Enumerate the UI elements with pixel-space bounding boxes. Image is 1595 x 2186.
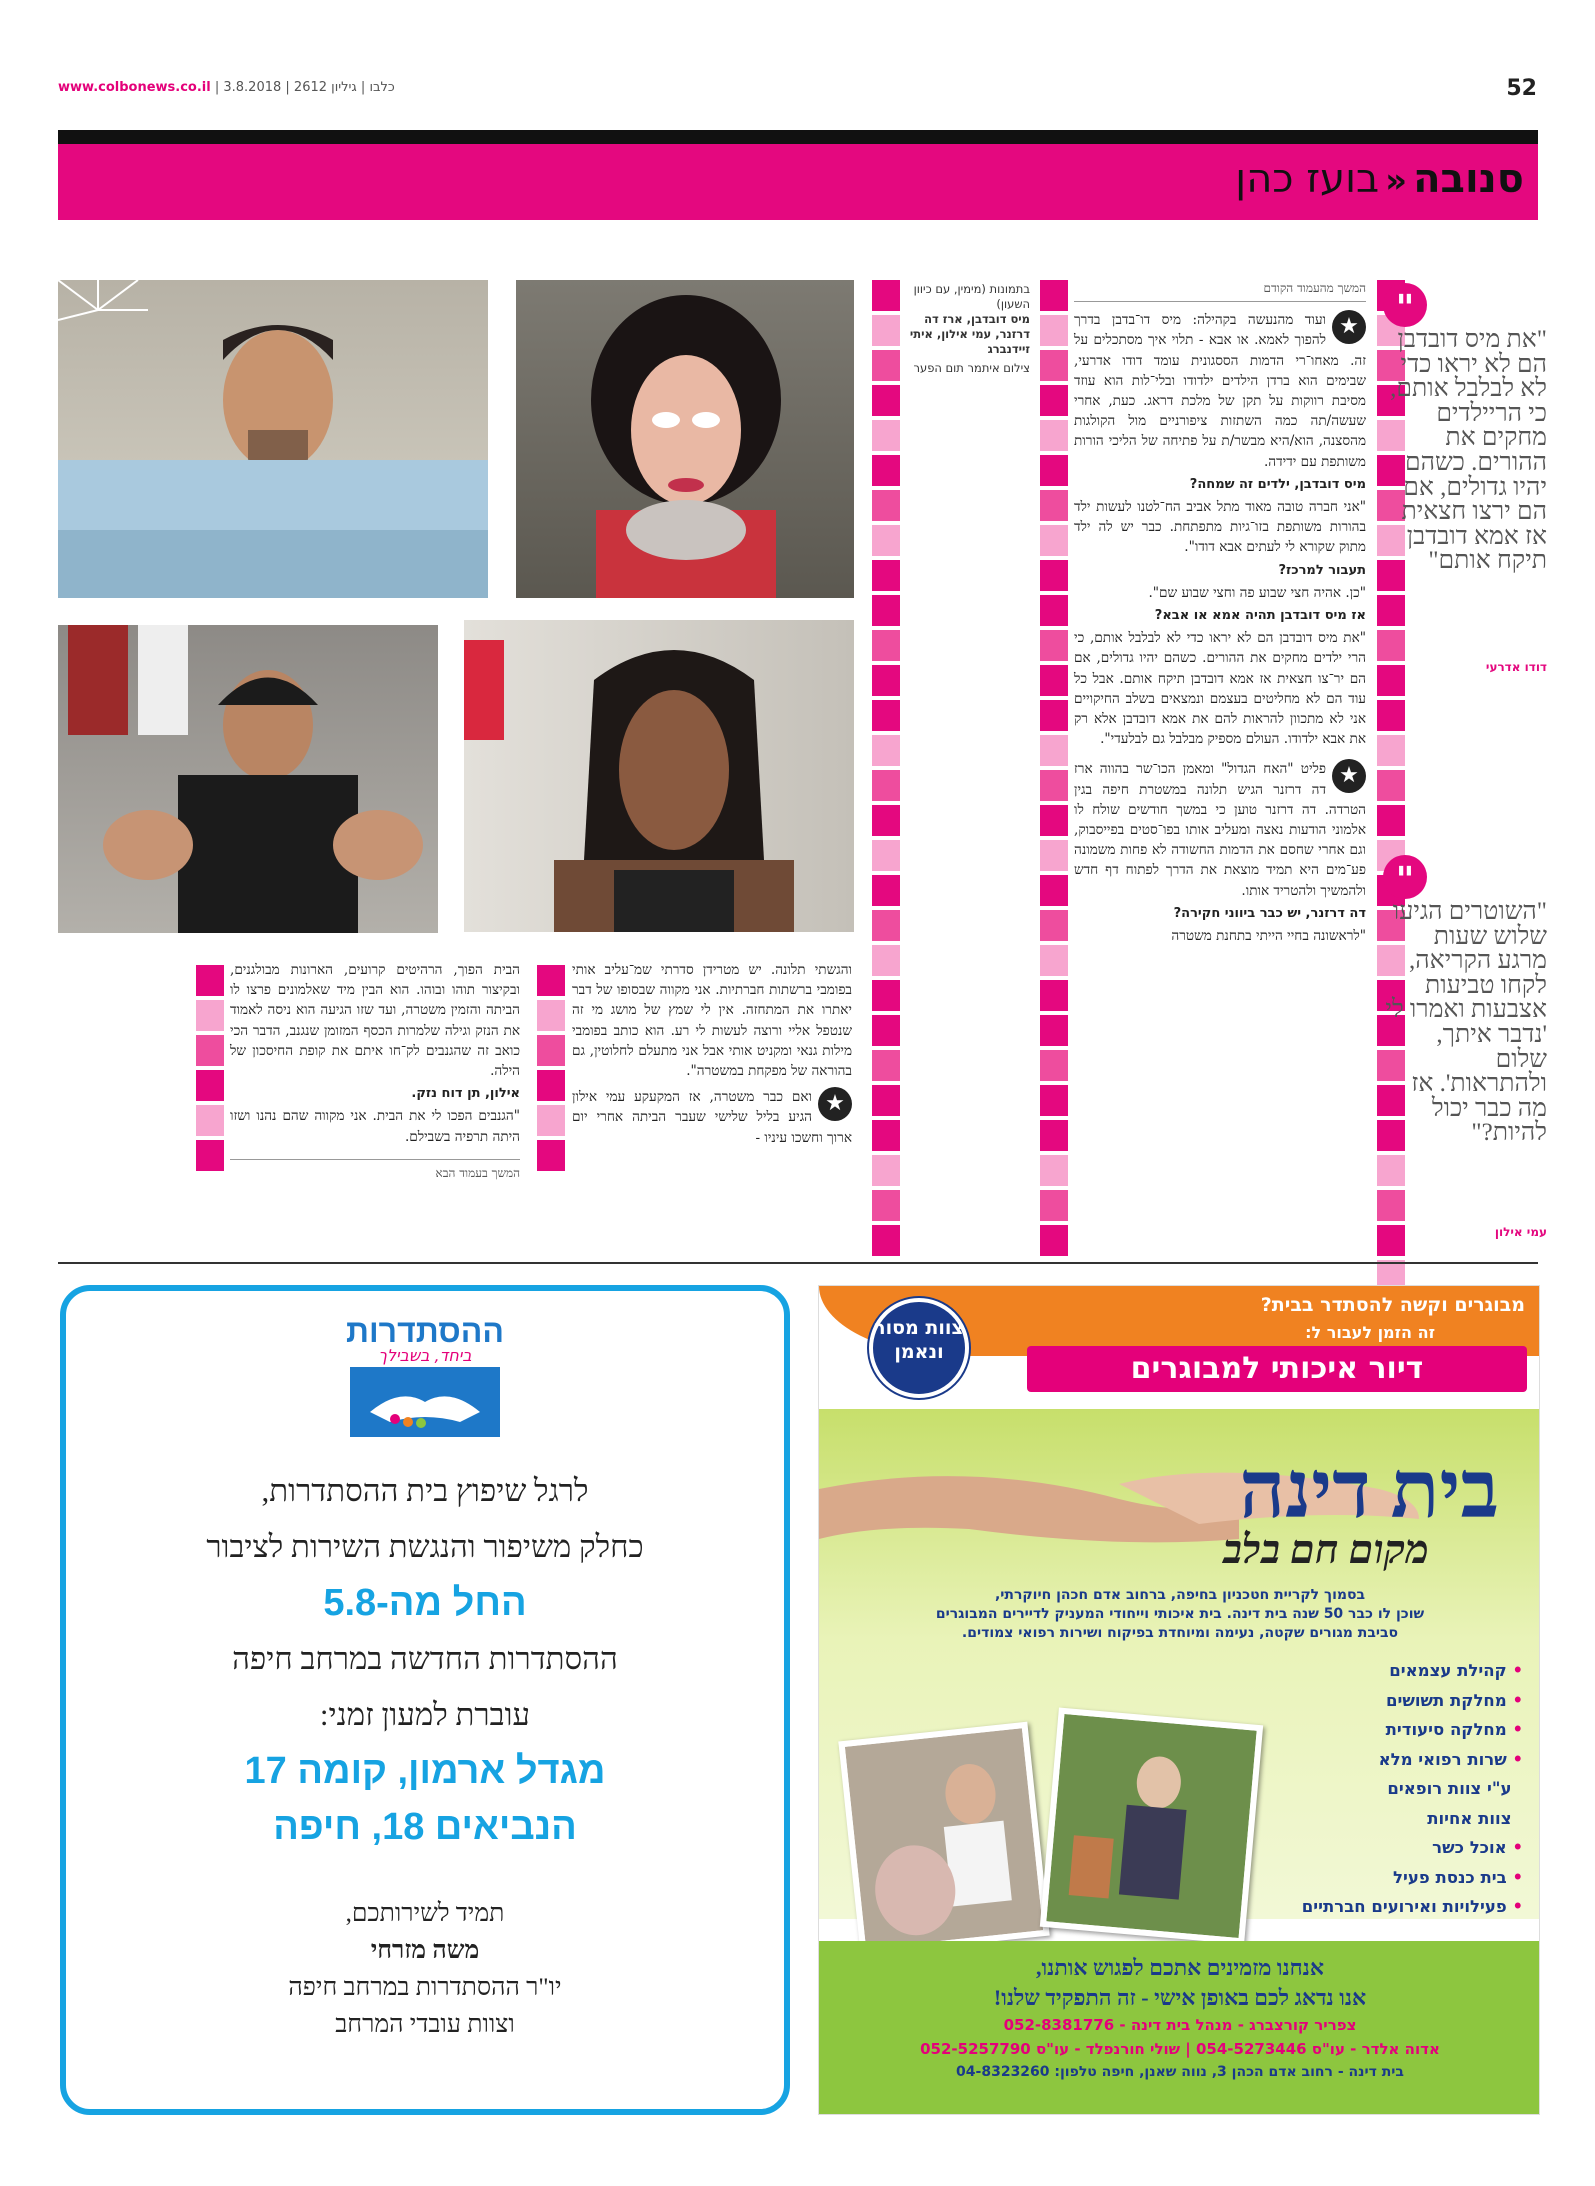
- ad-brand: בית דינה: [1239, 1447, 1499, 1535]
- paragraph: "כן. אהיה חצי שבוע פה וחצי שבוע שם".: [1148, 584, 1366, 601]
- notice-line: כחלק משיפור והנגשת השירות לציבור: [206, 1529, 644, 1564]
- continued-from: המשך מהעמוד הקודם: [1074, 278, 1366, 302]
- histadrut-logo: [315, 1313, 535, 1443]
- double-chevron-icon: «: [1385, 161, 1408, 201]
- notice-line: לרגל שיפוץ בית ההסתדרות,: [261, 1473, 589, 1508]
- ad-separator: [58, 1262, 1538, 1264]
- logo-text: ההסתדרות: [346, 1313, 504, 1349]
- pull-quote-1: "את מיס דובדבן הם לא יראו כדי לא לבלבל אותם, כי הריילדים מחקים את ההורים. כשהם יהיו גדולים, אם הם ירצו חצאית אז אמא דובדבן תיקח אותם": [1390, 326, 1547, 575]
- paragraph: ועוד מהנעשה בקהילה: מיס דו־בדבן בדרך להפוך לאמא. או אבא - תלוי איך מסתכלים על זה. מאחו־רי הדמות הססגונית עומד דודו אדרעי, שבימים הוא ברדן הילדים ילדודו ובלי־לות הוא עוזד מסיבת רווקות על תקן של מלכת דראג. כעת, אחרי שעשה/תה כמה השתזות ציפורניים מול הקולגות מהסצנה, הוא/היא מבשר/ת על פתיחה של הליכי הורות משותפת עם ידידה.: [1074, 312, 1366, 470]
- ad-list-text: אוכל כשר: [1432, 1838, 1507, 1857]
- signature-line: תמיד לשירותכם,: [345, 1900, 505, 1927]
- signature-name: משה מזרחי: [370, 1937, 480, 1964]
- ad-list-item: • שרות רפואי מלא: [1378, 1749, 1523, 1769]
- ad-footer: [819, 1941, 1540, 2115]
- ad-title: דיור איכותי למבוגרים: [1027, 1346, 1527, 1392]
- ad-list-item: • קהילת עצמאים: [1389, 1661, 1523, 1680]
- ad-photo-nurse: [838, 1722, 1049, 1956]
- pink-strip: [872, 280, 900, 1260]
- ad-list-text: ע"י צוות רופאים: [1387, 1779, 1512, 1798]
- ad-list-item: • בית כנסת פעיל: [1393, 1867, 1523, 1887]
- site-url[interactable]: www.colbonews.co.il: [58, 80, 211, 95]
- star-icon: ★: [1332, 759, 1366, 793]
- ad-photo-resident: [1040, 1707, 1263, 1944]
- photo-credit: צילום איתמר תום הפער: [913, 361, 1030, 375]
- photo-captions: [905, 282, 1030, 376]
- question: תעבור למרכז?: [1278, 562, 1366, 578]
- signature-line: יו"ר ההסתדרות במרחב חיפה: [288, 1974, 562, 2001]
- paragraph: ואם כבר משטרה, אז המקעקע עמי אילון הגיע בליל שלישי שעבר הביתה אחרי יום ארוך וחשכו עיניו -: [572, 1089, 852, 1146]
- paragraph: פליט "האח הגדול" ומאמן הכו־שר בהווה ארז דה דרזנר הגיש תלונה במשטרת חיפה בגין הטרדה. דה דרזנר טוען כי במשך חודשים שולח לו אלמוני הודעות נאצה ומעליב אותו בפו־סטים בפייסבוק, וגם אחרי שחסם את הדמות החשודה לא פחות משמונה פע־מים היא תמיד מוצאת את הדרך לפתוח דף חדש ולהמשיך ולהטריד אותו.: [1074, 761, 1366, 899]
- ad-list-text: פעילויות ואירועים חברתיים: [1301, 1897, 1507, 1916]
- handshake-icon: [350, 1367, 500, 1437]
- issue-date: 3.8.2018: [223, 80, 282, 95]
- quote-mark-1: [1383, 283, 1427, 327]
- quote-icon: ": [1383, 283, 1427, 327]
- photo-drag-queen: [516, 280, 854, 598]
- photo-long-hair-man: [464, 620, 854, 932]
- ad-slogan: מקום חם בלב: [1222, 1527, 1429, 1572]
- pull-quote-2-signature: עמי אילון: [1494, 1225, 1547, 1239]
- ad-list-item: • מחלקת תשושים: [1385, 1690, 1523, 1710]
- page-number: 52: [1506, 76, 1537, 101]
- ad-invite: אנחנו מזמינים אתכם לפגוש אותנו,: [1036, 1955, 1324, 1980]
- paragraph: "את מיס דובדבן הם לא יראו כדי לא לבלבל אותם, כי הרי ילדים מחקים את ההורים. כשהם יהיו גדולים, אם הם יר־צו חצאית אז אמא דובדבן תיקח אותם. אבל כל עוד הם לא מחליטים בעצמם ונמצאים בשלב החיקויים אני לא מתכוון להראות להם את אמא דובדבן אלא רק את אבא ילדודו. העולם מספיק מבלבל גם לבלעדי".: [1074, 630, 1366, 748]
- author-name: בועז כהן: [1235, 156, 1380, 202]
- issue-number: גיליון 2612: [293, 80, 357, 95]
- notice-address: מגדל ארמון, קומה 17: [244, 1750, 606, 1792]
- man-cap-illustration: [58, 625, 438, 933]
- ad-list-text: צוות אחיות: [1427, 1808, 1512, 1828]
- ad-subheadline: זה הזמן לעבור ל:: [1305, 1323, 1435, 1342]
- quote-mark-2: [1383, 855, 1427, 899]
- question: אילון, תן דוח נזק.: [411, 1086, 520, 1102]
- pull-quote-2: "השוטרים הגיעו שלוש שעות מרגע הקריאה, לקחו טביעות אצבעות ואמרו לי 'נדבר איתך, שלום ולהתראות'. אז מה כבר יכול להיות?": [1385, 898, 1547, 1147]
- ad-headline: מבוגרים וקשה להסתדר בבית?: [1260, 1294, 1525, 1316]
- publication-name: כלבו: [369, 80, 395, 95]
- ad-list-item: • פעילויות ואירועים חברתיים: [1301, 1897, 1523, 1916]
- notice-line: ההסתדרות החדשה במרחב חיפה: [232, 1641, 618, 1676]
- ad-invite: אנו נדאג לכם באופן אישי - זה התפקיד שלנו!: [993, 1985, 1367, 2010]
- ad-contact[interactable]: אדוה אלדר - עו"ס 054-5273446 | שולי חורנפלד - עו"ס 052-5257790: [920, 2040, 1440, 2058]
- ad-list-text: מחלקת תשושים: [1385, 1690, 1507, 1710]
- signature-line: וצוות עובדי המרחב: [335, 2011, 515, 2038]
- histadrut-notice: [60, 1285, 790, 2115]
- notice-address: הנביאים 18, חיפה: [273, 1806, 577, 1848]
- drag-queen-illustration: [516, 280, 854, 598]
- pink-strip: [1040, 280, 1068, 1260]
- paragraph: הבית הפוך, הרהיטים קרועים, הארונות מבולגנים, ובקיצור תוהו ובוהו. הוא הבין מיד שאלמונים פרצו לו הביתה והזמין משטרה, ועד שזו הגיעה הוא ניסה לאמוד את הנזק וגילה שלמרות הכסף המזומן שנגנב, הדבר הכי כואב זה שהגנבים לק־חו איתם את קופת החיסכון של הילה.: [230, 962, 520, 1080]
- paragraph: "הגנבים הפכו לי את הבית. אני מקווה שהם נהנו ושזו היתה תרפיה בשבילם.: [230, 1108, 520, 1145]
- ad-header: [819, 1286, 1540, 1409]
- ad-list-text: בית כנסת פעיל: [1393, 1867, 1507, 1887]
- ad-info-line: בסמוך לקריית חטכניון בחיפה, ברחוב אדם חכהן חיוקרתי,: [994, 1587, 1366, 1603]
- caption-names: מיס דובדבן, ארז דה דרזנר, עמי אילון, איתי זיידנברג: [909, 312, 1030, 356]
- man-in-bed-illustration: [58, 280, 488, 598]
- ad-list-item: [1302, 1804, 1523, 1834]
- pink-strip: [196, 965, 224, 1175]
- ad-list-item: [1302, 1774, 1523, 1804]
- article-column-4: [230, 960, 520, 1186]
- resident-illustration: [1046, 1714, 1256, 1938]
- ad-info: [835, 1586, 1525, 1643]
- quote-icon: ": [1383, 855, 1427, 899]
- article-column-1: [1074, 278, 1366, 948]
- ad-address: בית דינה - רחוב אדם הכהן 3, נווה שאנן, חיפה טלפון: 04-8323260: [956, 2064, 1404, 2080]
- paragraph: "אני חברה טובה מאוד מתל אביב הח־לטנו לעשות ילד בהורות משותפת בזו־גיות מתפתחת. כבר יש לה ילד מתוק שקורא לי לעתים אבא דודו".: [1074, 499, 1366, 556]
- masthead-info: www.colbonews.co.il | כלבו | גיליון 2612 | 3.8.2018: [58, 80, 395, 95]
- logo-subtitle: ביחד, בשבילך: [378, 1346, 472, 1365]
- question: אז מיס דובדבן תהיה אמא או אבא?: [1154, 608, 1366, 624]
- ad-list-item: • מחלקה סיעודית: [1385, 1720, 1523, 1739]
- notice-line: עוברת למעון זמני:: [319, 1697, 531, 1732]
- star-icon: ★: [1332, 310, 1366, 344]
- paragraph: והגשתי תלונה. יש מטרידן סדרתי שמ־עליב אותי בפומבי ברשתות חברתיות. אני מקווה שבסופו של דבר יאתרו את המתחזה. אין לי שמץ של מושג מי זה שנטפל אליי ורוצה לעשות לי רע. הוא כותב בפומבי מילות גנאי ומקניט אותי אבל אני מתעלם לחלוטין, גם בהוראה של מפקחת במשטרה".: [572, 962, 852, 1080]
- ad-info-line: סביבת מגורים שקטה, נעימה ומיוחדת בפיקוח ושירות רפואי צמודים.: [961, 1625, 1399, 1641]
- section-banner: [58, 144, 1538, 220]
- ad-list-item: • אוכל כשר: [1432, 1838, 1523, 1857]
- ad-list-text: מחלקה סיעודית: [1385, 1720, 1507, 1739]
- pink-strip: [537, 965, 565, 1175]
- long-hair-man-illustration: [464, 620, 854, 932]
- ad-info-line: שוכן לו כבר 50 שנה בית דינה. בית איכותי וייחודי המעניק לדיירים המבוגרים: [935, 1606, 1425, 1622]
- photo-man-in-bed: [58, 280, 488, 598]
- pull-quote-1-signature: דודו אדרעי: [1485, 660, 1547, 674]
- ad-badge: צוות מסור ונאמן: [869, 1298, 969, 1398]
- notice-date: החל מה-5.8: [323, 1582, 527, 1624]
- ad-list-text: קהילת עצמאים: [1389, 1661, 1507, 1680]
- ad-contact[interactable]: צפריר קורצברג - מנהל בית דינה - 052-8381776: [1003, 2016, 1357, 2034]
- ad-list-text: שרות רפואי מלא: [1378, 1749, 1507, 1769]
- photo-man-cap: [58, 625, 438, 933]
- question: מיס דובדבן, ילדים זה שמחה?: [1189, 476, 1366, 492]
- nurse-illustration: [845, 1728, 1043, 1948]
- question: דה דרזנר, יש כבר ביווני חקירה?: [1173, 905, 1366, 921]
- top-rule: [58, 130, 1538, 144]
- caption-title: בתמונות (מימין, עם כיוון השעון): [913, 282, 1030, 311]
- section-title: סנובה: [1413, 156, 1524, 202]
- article-column-3: [572, 960, 852, 1150]
- beit-dina-ad: [818, 1285, 1540, 2115]
- ad-services-list: [1302, 1656, 1523, 1922]
- paragraph: "לראשונה בחיי הייתי בתחנת משטרה: [1171, 928, 1366, 945]
- continued-on: המשך בעמוד הבא: [230, 1159, 520, 1186]
- star-icon: ★: [818, 1087, 852, 1121]
